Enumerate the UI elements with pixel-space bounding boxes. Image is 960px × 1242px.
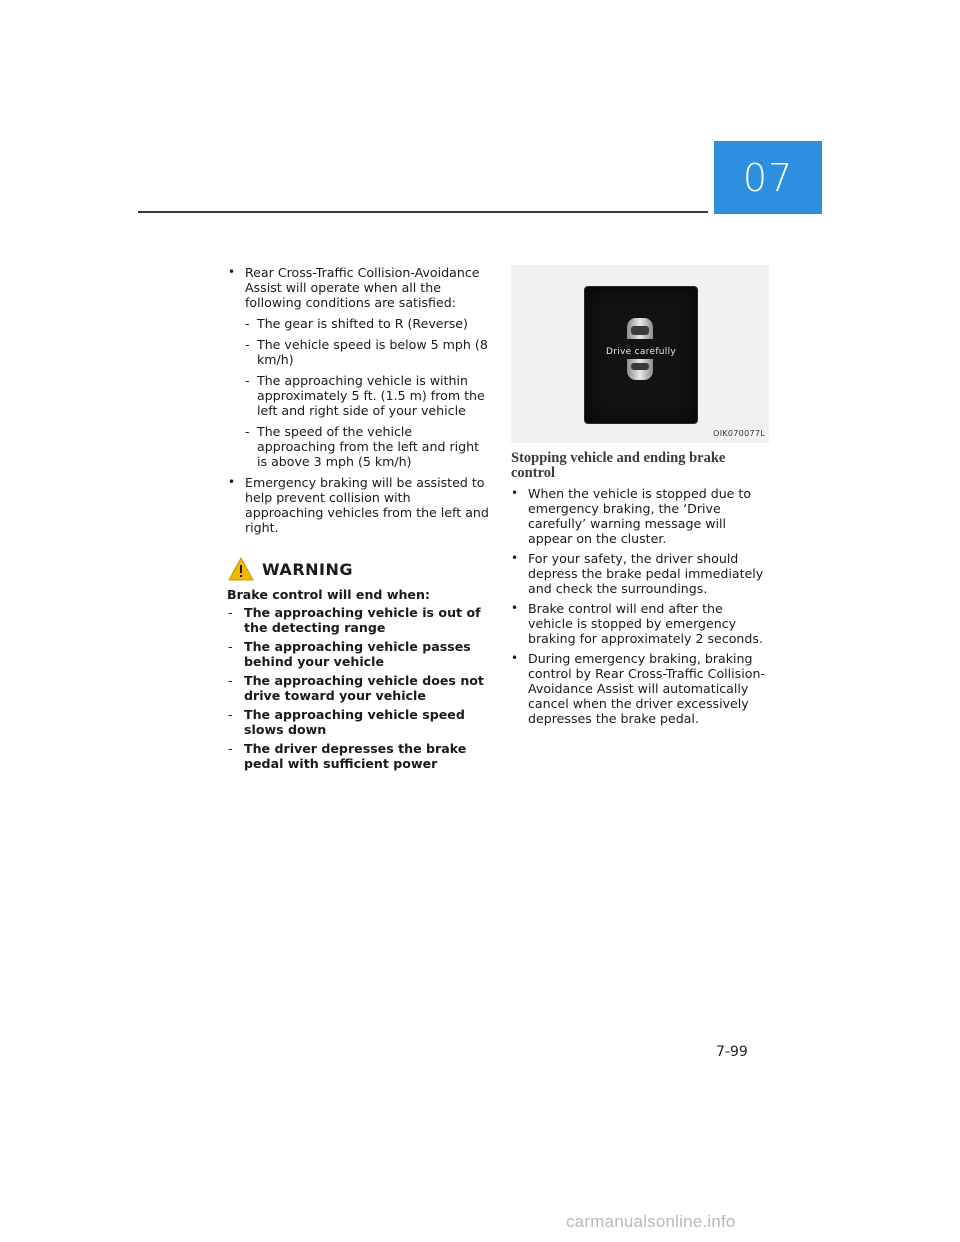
section-title: Stopping vehicle and ending brake control <box>511 450 726 481</box>
bullet-text: Emergency braking will be assisted to help prevent collision with approaching vehicles from the left and right. <box>245 475 489 535</box>
list-item: • During emergency braking, braking control by Rear Cross-Traffic Collision-Avoidance Assist will automatically cancel when the driver excessively depresses the brake pedal. <box>511 651 769 726</box>
warning-item: - The approaching vehicle passes behind your vehicle <box>228 639 490 669</box>
list-item: • Brake control will end after the vehicle is stopped by emergency braking for approximately 2 seconds. <box>511 601 769 646</box>
warning-header <box>228 557 490 581</box>
sub-list <box>245 316 490 469</box>
sub-item: - The speed of the vehicle approaching from the left and right is above 3 mph (5 km/h) <box>245 424 490 469</box>
warning-item: - The approaching vehicle is out of the detecting range <box>228 605 490 635</box>
conditions-list <box>228 265 490 535</box>
list-item <box>228 265 490 469</box>
list-item: • For your safety, the driver should depress the brake pedal immediately and check the surroundings. <box>511 551 769 596</box>
warning-lead: Brake control will end when: <box>227 587 430 602</box>
header-rule <box>138 211 708 213</box>
chapter-tab <box>714 141 822 214</box>
right-column <box>511 265 769 731</box>
warning-list <box>228 605 490 771</box>
warning-item: - The approaching vehicle speed slows down <box>228 707 490 737</box>
bullet-text: Rear Cross-Traffic Collision-Avoidance Assist will operate when all the following conditions are satisfied: <box>245 265 480 310</box>
sub-item: - The vehicle speed is below 5 mph (8 km/h) <box>245 337 490 367</box>
warning-item: - The driver depresses the brake pedal with sufficient power <box>228 741 490 771</box>
page-number: 7-99 <box>716 1044 748 1060</box>
warning-title: WARNING <box>262 559 353 579</box>
stopping-list <box>511 486 769 726</box>
warning-triangle-icon <box>228 557 254 581</box>
warning-item: - The approaching vehicle does not drive toward your vehicle <box>228 673 490 703</box>
watermark-link[interactable]: carmanualsonline.info <box>566 1212 736 1231</box>
sub-item: - The approaching vehicle is within approximately 5 ft. (1.5 m) from the left and right side of your vehicle <box>245 373 490 418</box>
left-column <box>228 265 490 775</box>
cluster-figure <box>511 265 769 443</box>
figure-code: OIK070077L <box>713 429 765 438</box>
sub-item: - The gear is shifted to R (Reverse) <box>245 316 490 331</box>
chapter-number: 07 <box>742 155 794 200</box>
list-item: • When the vehicle is stopped due to emergency braking, the ‘Drive carefully’ warning message will appear on the cluster. <box>511 486 769 546</box>
cluster-screen <box>584 286 698 424</box>
drive-carefully-message: Drive carefully <box>605 347 677 357</box>
list-item <box>228 475 490 535</box>
